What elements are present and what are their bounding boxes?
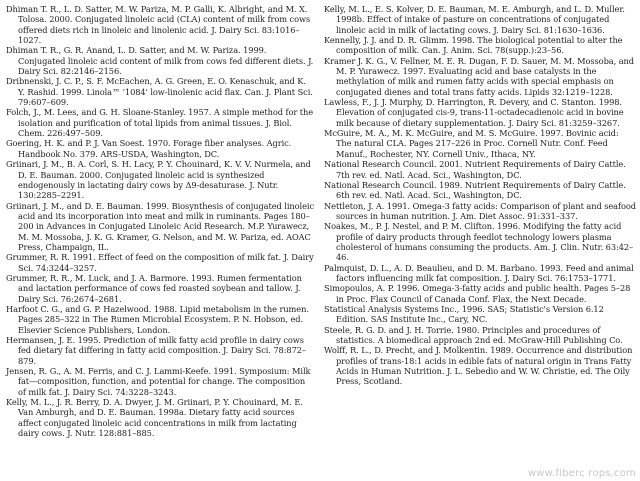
reference-entry: Harfoot C. G., and G. P. Hazelwood. 1988. Lipid metabolism in the rumen. Pages 285–322 in The Rumen Microbial Ecosystem. P. N. Hobson, ed. Elsevier Science Publishers, London. <box>6 303 309 335</box>
reference-entry: Grummer, R. R., M. Luck, and J. A. Barmore. 1993. Rumen fermentation and lactation performance of cows fed roasted soybean and tallow. J. Dairy Sci. 76:2674–2681. <box>6 272 302 304</box>
reference-entry: Goering, H. K. and P. J. Van Soest. 1970. Forage fiber analyses. Agric. Handbook No. 379. ARS-USDA, Washington, DC. <box>6 138 292 159</box>
reference-entry: Griinari, J. M., B. A. Corl, S. H. Lacy, P. Y. Chouinard, K. V. V. Nurmela, and D. E. Bauman. 2000. Conjugated linoleic acid is synthesized endogenously in lactating dairy cows by Δ9-desaturase. J. Nutr. 130:2285–2291. <box>6 159 311 201</box>
reference-entry: Kennelly, J. J. and D. R. Glimm. 1998. The biological potential to alter the composition of milk. Can. J. Anim. Sci. 78(supp.):23–56. <box>324 35 623 56</box>
reference-entry: Simopoulos, A. P. 1996. Omega-3-fatty acids and public health. Pages 5–28 in Proc. Flax Council of Canada Conf. Flax, the Next Decade. <box>324 283 631 304</box>
reference-entry: Folch, J., M. Lees, and G. H. Sloane-Stanley. 1957. A simple method for the isolation and purification of total lipids from animal tissues. J. Biol. Chem. 226:497–509. <box>6 107 314 139</box>
reference-entry: Kelly, M. L., J. R. Berry, D. A. Dwyer, J. M. Griinari, P. Y. Chouinard, M. E. Van Amburgh, and D. E. Bauman. 1998a. Dietary fatty acid sources affect conjugated linoleic acid concentrations in milk from lactating dairy cows. J. Nutr. 128:881–885. <box>6 397 303 439</box>
reference-entry: Palmquist, D. L., A. D. Beaulieu, and D. M. Barbano. 1993. Feed and animal factors influencing milk fat composition. J. Dairy Sci. 76:1753–1771. <box>324 262 634 283</box>
references-right-column <box>324 4 636 387</box>
reference-entry: Kramer J. K. G., V. Fellner, M. E. R. Dugan, F. D. Sauer, M. M. Mossoba, and M. P. Yurawecz. 1997. Evaluating acid and base catalysts in the methylation of milk and rumen fatty acids with special emphasis on conjugated dienes and total trans fatty acids. Lipids 32:1219–1228. <box>324 55 634 97</box>
reference-entry: Dribnenski, J. C. P., S. F. McEachen, A. G. Green, E. O. Kenaschuk, and K. Y. Rashid. 1999. Linola™ '1084' low-linolenic acid flax. Can. J. Plant Sci. 79:607–609. <box>6 76 313 108</box>
references-left-column <box>6 4 314 438</box>
reference-entry: National Research Council. 2001. Nutrient Requirements of Dairy Cattle. 7th rev. ed. Natl. Acad. Sci., Washington, DC. <box>324 159 626 180</box>
reference-entry: Grummer, R. R. 1991. Effect of feed on the composition of milk fat. J. Dairy Sci. 74:3244–3257. <box>6 252 314 273</box>
reference-entry: Noakes, M., P. J. Nestel, and P. M. Clifton. 1996. Modifying the fatty acid profile of dairy products through feedlot technology lowers plasma cholesterol of humans consuming the products. Am. J. Clin. Nutr. 63:42–46. <box>324 221 634 263</box>
reference-entry: Steele, R. G. D. and J. H. Torrie. 1980. Principles and procedures of statistics. A biomedical approach 2nd ed. McGraw-Hill Publishing Co. <box>324 324 623 345</box>
reference-entry: Wolff, R. L., D. Precht, and J. Molkentin. 1989. Occurrence and distribution profiles of trans-18:1 acids in edible fats of natural origin in Trans Fatty Acids in Human Nutrition. J. L. Sebedio and W. W. Christie, ed. The Oily Press, Scotland. <box>324 345 633 387</box>
reference-entry: Hermansen, J. E. 1995. Prediction of milk fatty acid profile in dairy cows fed dietary fat differing in fatty acid composition. J. Dairy Sci. 78:872–879. <box>6 335 306 366</box>
reference-entry: Nettleton, J. A. 1991. Omega-3 fatty acids: Comparison of plant and seafood sources in human nutrition. J. Am. Diet Assoc. 91:331–337. <box>324 200 636 221</box>
reference-entry: Dhiman T. R., G. R. Anand, L. D. Satter, and M. W. Pariza. 1999. Conjugated linoleic acid content of milk from cows fed different diets. J. Dairy Sci. 82:2146–2156. <box>6 45 314 77</box>
watermark: www.fiberc rops.com <box>527 468 636 479</box>
reference-entry: Griinari, J. M., and D. E. Bauman. 1999. Biosynthesis of conjugated linoleic acid and its incorporation into meat and milk in ruminants. Pages 180–200 in Advances in Conjugated Linoleic Acid Research. M.P. Yurawecz, M. M. Mossoba, J. K. G. Kramer, G. Nelson, and M. W. Pariza, ed. AOAC Press, Champaign, IL. <box>6 200 314 252</box>
reference-entry: Kelly, M. L., E. S. Kolver, D. E. Bauman, M. E. Amburgh, and L. D. Muller. 1998b. Effect of intake of pasture on concentrations of conjugated linoleic acid in milk of lactating cows. J. Dairy Sci. 81:1630–1636. <box>324 4 625 35</box>
reference-entry: McGuire, M. A., M. K. McGuire, and M. S. McGuire. 1997. Bovinic acid: The natural CLA. Pages 217–226 in Proc. Cornell Nutr. Conf. Feed Manuf., Rochester, NY. Cornell Univ., Ithaca, NY. <box>324 128 619 159</box>
reference-entry: Dhiman T. R., L. D. Satter, M. W. Pariza, M. P. Galli, K. Albright, and M. X. Tolosa. 2000. Conjugated linoleic acid (CLA) content of milk from cows offered diets rich in linoleic and linolenic acid. J. Dairy Sci. 83:1016–1027. <box>6 4 311 46</box>
reference-entry: Lawless, F., J. J. Murphy, D. Harrington, R. Devery, and C. Stanton. 1998. Elevation of conjugated cis-9, trans-11-octadecadienoic acid in bovine milk because of dietary supplementation. J. Dairy Sci. 81:3259–3267. <box>324 97 624 128</box>
reference-entry: Statistical Analysis Systems Inc., 1996. SAS; Statistic's Version 6.12 Edition. SAS Institute Inc., Cary, NC. <box>324 303 604 325</box>
reference-entry: Jensen, R. G., A. M. Ferris, and C. J. Lammi-Keefe. 1991. Symposium: Milk fat—composition, function, and potential for change. The composition of milk fat. J. Dairy Sci. 74:3228–3243. <box>6 366 311 397</box>
reference-entry: National Research Council. 1989. Nutrient Requirements of Dairy Cattle. 6th rev. ed. Natl. Acad. Sci., Washington, DC. <box>324 179 626 201</box>
